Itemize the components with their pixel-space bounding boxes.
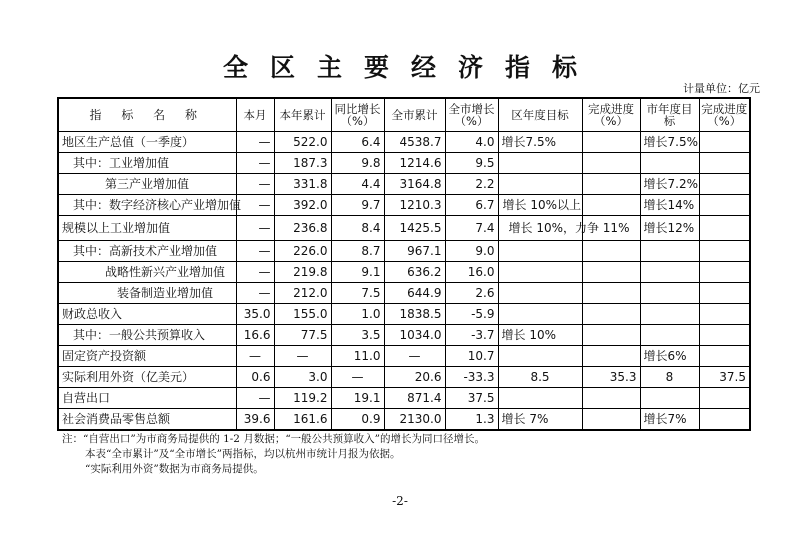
yoy-value: 11.0 [331,346,384,367]
footnote-line: “实际利用外资”数据为市商务局提供。 [85,463,264,475]
ytd-value: 392.0 [274,195,331,216]
city-target: 增长7.5% [640,132,699,153]
city-growth-value: 1.3 [445,409,498,431]
month-value: — [236,346,274,367]
indicator-name: 财政总收入 [58,304,236,325]
city-target: 增长6% [640,346,699,367]
yoy-value: 19.1 [331,388,384,409]
district-target [498,174,582,195]
city-progress [699,241,750,262]
ytd-value: 77.5 [274,325,331,346]
district-progress [582,304,640,325]
ytd-value: 331.8 [274,174,331,195]
ytd-value: 155.0 [274,304,331,325]
city-ytd-value: 636.2 [384,262,445,283]
month-value: — [236,195,274,216]
yoy-value: 3.5 [331,325,384,346]
city-progress: 37.5 [699,367,750,388]
city-target: 增长12% [640,216,699,241]
city-growth-value: -5.9 [445,304,498,325]
district-progress [582,174,640,195]
city-target [640,283,699,304]
yoy-value: 8.4 [331,216,384,241]
table-row [58,346,750,367]
city-target [640,262,699,283]
indicator-name: 固定资产投资额 [58,346,236,367]
yoy-value: 7.5 [331,283,384,304]
district-target [498,283,582,304]
ytd-value: 236.8 [274,216,331,241]
ytd-value: — [274,346,331,367]
table-row [58,283,750,304]
city-growth-value: 2.6 [445,283,498,304]
page-number: -2- [392,494,408,508]
yoy-value: 6.4 [331,132,384,153]
page-title: 全区主要经济指标 [222,53,599,82]
indicator-name: 地区生产总值（一季度） [58,132,236,153]
month-value: — [236,153,274,174]
ytd-value: 187.3 [274,153,331,174]
yoy-value: 1.0 [331,304,384,325]
month-value: 16.6 [236,325,274,346]
city-ytd-value: — [384,346,445,367]
city-growth-value: 9.5 [445,153,498,174]
city-growth-value: 7.4 [445,216,498,241]
indicator-name: 社会消费品零售总额 [58,409,236,431]
district-target: 增长7.5% [498,132,582,153]
ytd-value: 522.0 [274,132,331,153]
header-city-growth: 全市增长（%） [445,98,498,132]
table-row [58,409,750,431]
yoy-value: 4.4 [331,174,384,195]
city-progress [699,262,750,283]
header-city-ytd: 全市累计 [384,98,445,132]
city-progress [699,174,750,195]
header-indicator: 指 标 名 称 [58,98,236,132]
indicator-name: 规模以上工业增加值 [58,216,236,241]
ytd-value: 119.2 [274,388,331,409]
district-progress [582,241,640,262]
month-value: — [236,216,274,241]
district-target [498,241,582,262]
header-yoy: 同比增长（%） [331,98,384,132]
city-ytd-value: 1214.6 [384,153,445,174]
city-ytd-value: 1425.5 [384,216,445,241]
table-row [58,388,750,409]
ytd-value: 212.0 [274,283,331,304]
header-month: 本月 [236,98,274,132]
ytd-value: 3.0 [274,367,331,388]
city-growth-value: 37.5 [445,388,498,409]
city-ytd-value: 4538.7 [384,132,445,153]
table-row [58,216,750,241]
district-progress [582,346,640,367]
month-value: — [236,132,274,153]
city-ytd-value: 1034.0 [384,325,445,346]
city-target: 8 [640,367,699,388]
header-district-progress: 完成进度（%） [582,98,640,132]
district-target: 增长 10%，力争 11% [498,216,582,241]
district-progress [582,388,640,409]
month-value: — [236,174,274,195]
yoy-value: 0.9 [331,409,384,431]
ytd-value: 161.6 [274,409,331,431]
district-target: 增长 7% [498,409,582,431]
city-ytd-value: 644.9 [384,283,445,304]
district-progress: 35.3 [582,367,640,388]
city-progress [699,216,750,241]
city-ytd-value: 1838.5 [384,304,445,325]
city-progress [699,283,750,304]
city-ytd-value: 1210.3 [384,195,445,216]
indicator-name: 战略性新兴产业增加值 [58,262,236,283]
city-ytd-value: 2130.0 [384,409,445,431]
city-target [640,304,699,325]
city-growth-value: -3.7 [445,325,498,346]
indicator-name: 实际利用外资（亿美元） [58,367,236,388]
table-row [58,174,750,195]
indicator-name: 其中：一般公共预算收入 [58,325,236,346]
city-ytd-value: 3164.8 [384,174,445,195]
city-growth-value: 9.0 [445,241,498,262]
district-target: 增长 10%以上 [498,195,582,216]
month-value: — [236,241,274,262]
district-progress [582,132,640,153]
indicator-name: 第三产业增加值 [58,174,236,195]
city-growth-value: 4.0 [445,132,498,153]
month-value: — [236,388,274,409]
indicator-name: 装备制造业增加值 [58,283,236,304]
header-district-target: 区年度目标 [498,98,582,132]
city-progress [699,132,750,153]
district-progress [582,325,640,346]
city-target: 增长7% [640,409,699,431]
city-progress [699,346,750,367]
city-target [640,241,699,262]
city-target [640,153,699,174]
yoy-value: 9.7 [331,195,384,216]
city-growth-value: 2.2 [445,174,498,195]
district-progress [582,262,640,283]
footnote-line: 注：“自营出口”为市商务局提供的 1-2 月数据；“一般公共预算收入”的增长为同口径增长。 [62,433,486,445]
city-growth-value: 16.0 [445,262,498,283]
city-ytd-value: 20.6 [384,367,445,388]
indicator-name: 其中：高新技术产业增加值 [58,241,236,262]
header-city-target: 市年度目标 [640,98,699,132]
city-growth-value: 10.7 [445,346,498,367]
month-value: 35.0 [236,304,274,325]
district-target [498,346,582,367]
month-value: 39.6 [236,409,274,431]
yoy-value: 8.7 [331,241,384,262]
city-target [640,388,699,409]
yoy-value: 9.8 [331,153,384,174]
indicator-name: 其中：数字经济核心产业增加值 [58,195,236,216]
month-value: — [236,283,274,304]
table-row [58,195,750,216]
indicators-table [57,97,751,431]
footnote-line: 本表“全市累计”及“全市增长”两指标，均以杭州市统计月报为依据。 [85,448,401,460]
district-target: 增长 10% [498,325,582,346]
city-growth-value: -33.3 [445,367,498,388]
header-ytd: 本年累计 [274,98,331,132]
district-target [498,388,582,409]
district-progress [582,153,640,174]
table-row [58,262,750,283]
city-progress [699,409,750,431]
month-value: 0.6 [236,367,274,388]
indicator-name: 其中：工业增加值 [58,153,236,174]
yoy-value: 9.1 [331,262,384,283]
header-city-progress: 完成进度（%） [699,98,750,132]
district-target [498,304,582,325]
district-target [498,262,582,283]
district-target: 8.5 [498,367,582,388]
yoy-value: — [331,367,384,388]
table-row [58,367,750,388]
table-header-row [58,98,750,132]
city-progress [699,195,750,216]
city-ytd-value: 871.4 [384,388,445,409]
table-row [58,325,750,346]
city-progress [699,388,750,409]
city-progress [699,325,750,346]
table-row [58,241,750,262]
month-value: — [236,262,274,283]
footnotes [62,432,485,477]
ytd-value: 219.8 [274,262,331,283]
ytd-value: 226.0 [274,241,331,262]
city-target [640,325,699,346]
city-target: 增长14% [640,195,699,216]
table-row [58,132,750,153]
city-target: 增长7.2% [640,174,699,195]
district-progress [582,409,640,431]
table-row [58,153,750,174]
city-progress [699,153,750,174]
district-progress [582,283,640,304]
city-ytd-value: 967.1 [384,241,445,262]
city-growth-value: 6.7 [445,195,498,216]
district-target [498,153,582,174]
city-progress [699,304,750,325]
indicator-name: 自营出口 [58,388,236,409]
district-progress [582,195,640,216]
table-row [58,304,750,325]
unit-label: 计量单位：亿元 [683,82,760,95]
